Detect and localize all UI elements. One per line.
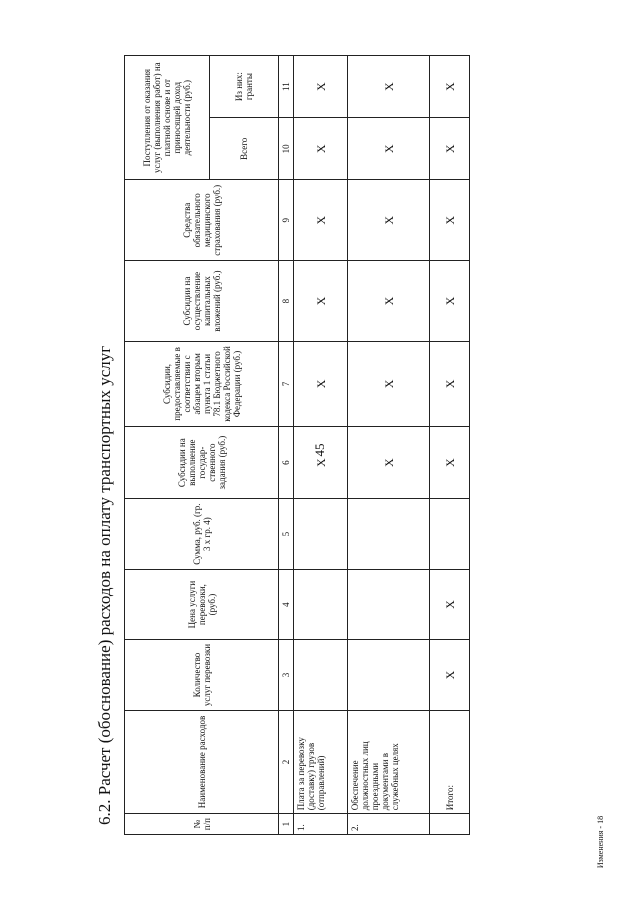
header-num: № п/п [125, 814, 279, 835]
table-row [294, 56, 348, 835]
cell-x: X [294, 56, 348, 118]
cell-x: X [348, 426, 430, 499]
col-number: 11 [279, 56, 294, 118]
col-number: 8 [279, 261, 294, 342]
page-number: 45 [312, 443, 327, 457]
total-row [430, 56, 470, 835]
cell-x: X [430, 56, 470, 118]
cell-sum [348, 499, 430, 569]
header-state-task-subsidy: Субсидии на выполнение государ-ственного задания (руб.) [125, 426, 279, 499]
cell-quantity [294, 640, 348, 710]
col-number: 5 [279, 499, 294, 569]
cell-quantity [348, 640, 430, 710]
col-number: 1 [279, 814, 294, 835]
total-empty-cell [430, 814, 470, 835]
cell-x: X [430, 569, 470, 639]
rotated-page-content [90, 30, 475, 835]
header-grants: Из них: гранты [210, 56, 279, 118]
col-number: 7 [279, 341, 294, 426]
section-title: 6.2. Расчет (обоснование) расходов на оплату транспортных услуг [95, 345, 114, 825]
row-number: 2. [348, 814, 430, 835]
header-total: Всего [210, 118, 279, 180]
cell-x: X [430, 118, 470, 180]
header-name: Наименование расходов [125, 710, 279, 814]
row-number: 1. [294, 814, 348, 835]
header-paid-services: Поступления от оказания услуг (выполнения работ) на платной основе и от приносящей доход деятельности (руб.) [125, 56, 210, 180]
col-number: 9 [279, 180, 294, 261]
row-name: Плата за перевозку (доставку) грузов (отправлений) [294, 710, 348, 814]
cell-x: X [294, 341, 348, 426]
col-number: 10 [279, 118, 294, 180]
cell-x: X [348, 341, 430, 426]
total-label: Итого: [430, 710, 470, 814]
header-sum: Сумма, руб. (гр. 3 х гр. 4) [125, 499, 279, 569]
header-row-1 [125, 56, 210, 835]
cell-x: X [430, 640, 470, 710]
cell-x: X [294, 261, 348, 342]
cell-price [348, 569, 430, 639]
cell-x: X [294, 426, 348, 499]
row-name: Обеспечение должностных лиц проездными документами в служебных целях [348, 710, 430, 814]
cell-x: X [294, 180, 348, 261]
cell-x: X [348, 180, 430, 261]
col-number: 4 [279, 569, 294, 639]
cell-x: X [294, 118, 348, 180]
cell-x: X [348, 56, 430, 118]
cell-sum [294, 499, 348, 569]
header-781-subsidy: Субсидии, предоставляемые в соответствии с абзацем вторым пункта 1 статьи 78.1 Бюджетного кодекса Российской Федерации (руб.) [125, 341, 279, 426]
cell-x: X [430, 426, 470, 499]
header-capital-subsidy: Субсидии на осуществление капитальных вложений (руб.) [125, 261, 279, 342]
cell-price [294, 569, 348, 639]
header-quantity: Количество услуг перевозки [125, 640, 279, 710]
cell-x: X [348, 261, 430, 342]
cell-x: X [430, 261, 470, 342]
transport-expenses-table [124, 55, 470, 835]
cell-x: X [430, 341, 470, 426]
column-numbers-row [279, 56, 294, 835]
table-row [348, 56, 430, 835]
col-number: 3 [279, 640, 294, 710]
cell-x: X [348, 118, 430, 180]
header-oms-funds: Средства обязательного медицинского страхования (руб.) [125, 180, 279, 261]
footer-note: Изменения - 18 [596, 815, 605, 869]
header-price: Цена услуги перевозки, (руб.) [125, 569, 279, 639]
col-number: 6 [279, 426, 294, 499]
cell-x: X [430, 180, 470, 261]
cell-sum [430, 499, 470, 569]
col-number: 2 [279, 710, 294, 814]
